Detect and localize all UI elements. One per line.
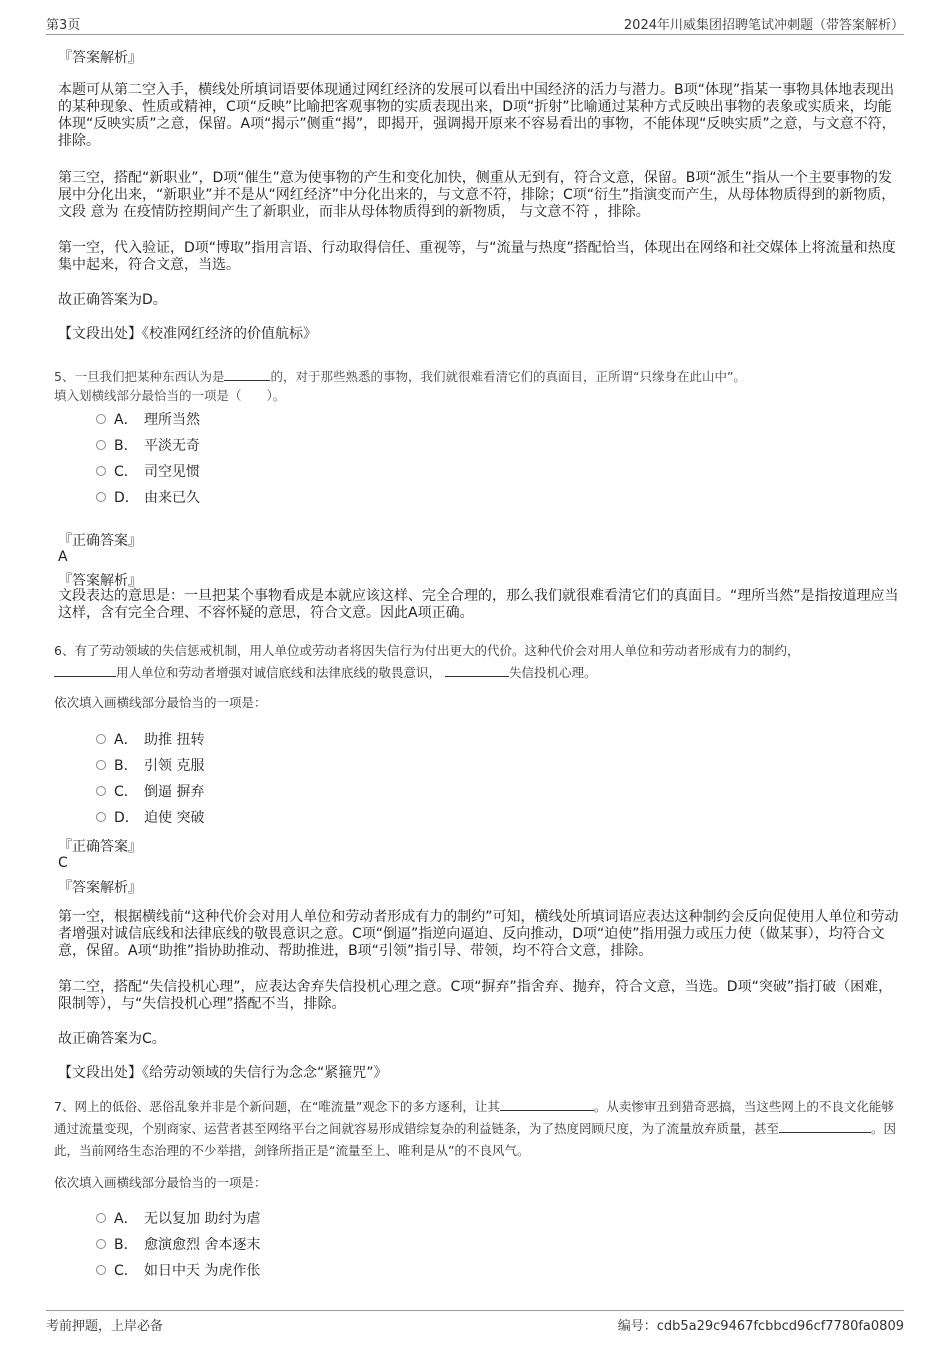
- radio-button[interactable]: [96, 786, 106, 796]
- radio-button[interactable]: [96, 440, 106, 450]
- radio-button[interactable]: [96, 1239, 106, 1249]
- q5-option-b[interactable]: B． 平淡无奇: [96, 437, 200, 455]
- q6-option-d[interactable]: D． 迫使 突破: [96, 809, 204, 827]
- q7-option-c[interactable]: C． 如日中天 为虎作伥: [96, 1262, 260, 1280]
- q6-option-c[interactable]: C． 倒逼 摒弃: [96, 783, 204, 801]
- page-number: 第3页: [46, 18, 81, 33]
- q5-stem: 5、一旦我们把某种东西认为是 的，对于那些熟悉的事物，我们就很难看清它们的真面目，正所谓“只缘身在此山中”。: [54, 369, 746, 384]
- q6-answer: C: [58, 855, 68, 871]
- blank: [779, 1120, 871, 1133]
- radio-button[interactable]: [96, 414, 106, 424]
- q5-prompt: 填入划横线部分最恰当的一项是（ ）。: [54, 388, 286, 403]
- q5-analysis: 文段表达的意思是：一旦把某个事物看成是本就应该这样、完全合理的，那么我们就很难看清它们的真面目。“理所当然”是指按道理应当这样，含有完全合理、不容怀疑的意思，符合文意。因此A项正确。: [58, 588, 899, 621]
- q7-option-a[interactable]: A． 无以复加 助纣为虐: [96, 1210, 260, 1228]
- q6-analysis-p2: 第二空，搭配“失信投机心理”，应表达舍弃失信投机心理之意。C项“摒弃”指舍弃、抛弃，符合文意，当选。D项“突破”指打破（困难，限制等），与“失信投机心理”搭配不当，排除。: [58, 979, 893, 1012]
- radio-button[interactable]: [96, 466, 106, 476]
- blank: [54, 664, 116, 677]
- blank: [445, 664, 509, 677]
- q4-analysis-p1: 本题可从第二空入手，横线处所填词语要体现通过网红经济的发展可以看出中国经济的活力与潜力。B项“体现”指某一事物具体地表现出的某种现象、性质或精神，C项“反映”比喻把客观事物的实质表现出来，D项“折射”比喻通过某种方式反映出事物的表象或实质来，均能体现“反映实质”之意，保留。A项“揭示”侧重“揭”，即揭开，强调揭开原来不容易看出的事物，不能体现“反映实质”之意，与文意不符，排除。: [58, 82, 896, 149]
- radio-button[interactable]: [96, 760, 106, 770]
- blank: [500, 1098, 594, 1111]
- q5-option-c[interactable]: C． 司空见惯: [96, 463, 200, 481]
- q6-option-b[interactable]: B． 引领 克服: [96, 757, 204, 775]
- q6-analysis-label: 『答案解析』: [58, 880, 142, 896]
- document-title: 2024年川威集团招聘笔试冲刺题（带答案解析）: [623, 18, 904, 33]
- q4-analysis-p2: 第三空，搭配“新职业”，D项“催生”意为使事物的产生和变化加快，侧重从无到有，符合文意，保留。B项“派生”指从一个主要事物的发展中分化出来，“新职业”并不是从“网红经济”中分化出来的，与文意不符，排除；C项“衍生”指演变而产生，从母体物质得到的新物质，文段 意为 在疫情防控期间产生了新职业，而非从母体物质得到的新物质， 与文意不符 ，排除。: [58, 170, 896, 220]
- q4-source: 【文段出处】《校准网红经济的价值航标》: [58, 326, 317, 342]
- q6-analysis-p1: 第一空，根据横线前“这种代价会对用人单位和劳动者形成有力的制约”可知，横线处所填词语应表达这种制约会反向促使用人单位和劳动者增强对诚信底线和法律底线的敬畏意识之意。C项“倒逼”指逆向逼迫、反向推动，D项“迫使”指用强力或压力使（做某事），均符合文意，保留。A项“助推”指协助推动、帮助推进，B项“引领”指引导、带领，均不符合文意，排除。: [58, 909, 899, 959]
- page-header: [46, 14, 904, 35]
- q5-analysis-label: 『答案解析』: [58, 573, 142, 589]
- q5-answer: A: [58, 549, 68, 565]
- q7-option-b[interactable]: B． 愈演愈烈 舍本逐末: [96, 1236, 260, 1254]
- q4-conclusion: 故正确答案为D。: [58, 292, 167, 308]
- document-code: 编号：cdb5a29c9467fcbbcd96cf7780fa0809: [617, 1319, 904, 1334]
- radio-button[interactable]: [96, 1213, 106, 1223]
- q7-prompt: 依次填入画横线部分最恰当的一项是：: [54, 1175, 267, 1190]
- q6-option-a[interactable]: A． 助推 扭转: [96, 731, 204, 749]
- page-footer: [46, 1310, 904, 1336]
- q6-prompt: 依次填入画横线部分最恰当的一项是：: [54, 695, 267, 710]
- radio-button[interactable]: [96, 1265, 106, 1275]
- q6-stem: 6、有了劳动领域的失信惩戒机制，用人单位或劳动者将因失信行为付出更大的代价。这种代价会对用人单位和劳动者形成有力的制约， 用人单位和劳动者增强对诚信底线和法律底线的敬畏意识， 失信投机心理。: [54, 643, 800, 680]
- q5-option-a[interactable]: A． 理所当然: [96, 411, 200, 429]
- radio-button[interactable]: [96, 734, 106, 744]
- q6-conclusion: 故正确答案为C。: [58, 1031, 166, 1047]
- q4-analysis-label: 『答案解析』: [58, 50, 142, 66]
- q5-option-d[interactable]: D． 由来已久: [96, 489, 200, 507]
- q5-answer-label: 『正确答案』: [58, 533, 142, 549]
- footer-slogan: 考前押题，上岸必备: [46, 1319, 164, 1334]
- q7-stem: 7、网上的低俗、恶俗乱象并非是个新问题，在“唯流量”观念下的多方逐利，让其 。从卖惨审丑到猎奇恶搞，当这些网上的不良文化能够通过流量变现，个别商家、运营者甚至网络平台之间就容易形成错综复杂的利益链条，为了热度罔顾尺度，为了流量放弃质量，甚至 。因此，当前网络生态治理的不少举措，剑锋所指正是“流量至上、唯利是从”的不良风气。: [54, 1099, 897, 1158]
- q6-source: 【文段出处】《给劳动领域的失信行为念念“紧箍咒”》: [58, 1065, 388, 1081]
- radio-button[interactable]: [96, 812, 106, 822]
- radio-button[interactable]: [96, 492, 106, 502]
- blank: [224, 368, 270, 381]
- q4-analysis-p3: 第一空，代入验证，D项“博取”指用言语、行动取得信任、重视等，与“流量与热度”搭配恰当，体现出在网络和社交媒体上将流量和热度集中起来，符合文意，当选。: [58, 240, 896, 273]
- q6-answer-label: 『正确答案』: [58, 839, 142, 855]
